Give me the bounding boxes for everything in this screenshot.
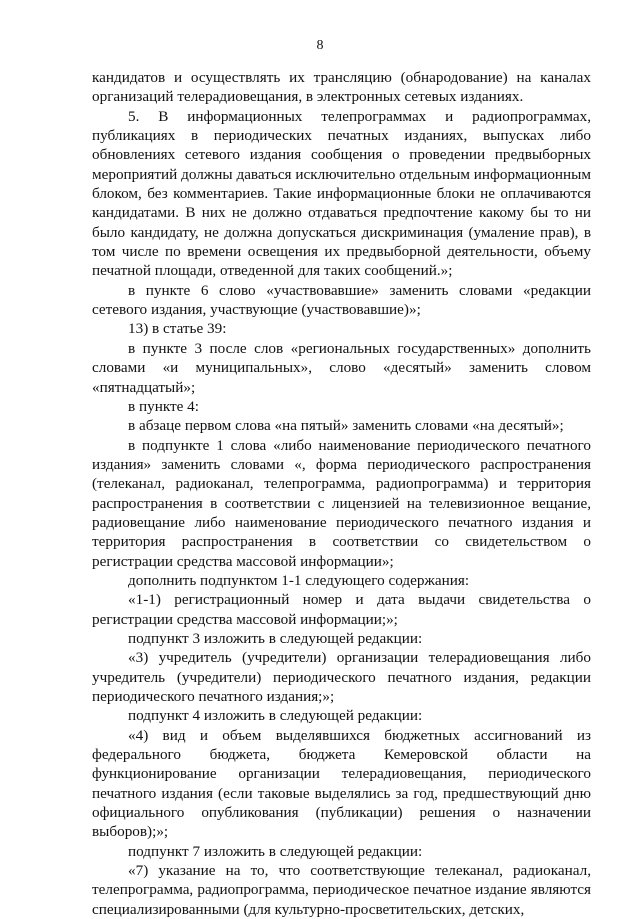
- paragraph: 13) в статье 39:: [128, 320, 227, 338]
- paragraph: в абзаце первом слова «на пятый» заменить словами «на десятый»;: [128, 417, 564, 435]
- paragraph: «1-1) регистрационный номер и дата выдачи свидетельства о регистрации средства массовой информации;»;: [92, 591, 591, 628]
- paragraph: подпункт 3 изложить в следующей редакции:: [128, 629, 423, 647]
- paragraph: «7) указание на то, что соответствующие телеканал, радиоканал, телепрограмма, радиопрограмма, периодическое печатное издание являются специализированными (для культурно-просветительских, детских,: [92, 862, 591, 918]
- paragraph: подпункт 7 изложить в следующей редакции:: [128, 842, 423, 860]
- paragraph: 5. В информационных телепрограммах и радиопрограммах, публикациях в периодических печатных изданиях, выпусках либо обновлениях сетевого издания сообщения о проведении предвыборных мероприятий должны даваться исключительно отдельным информационным блоком, без комментариев. Такие информационные блоки не оплачиваются кандидатами. В них не должно отдаваться предпочтение какому бы то ни было кандидату, не должна допускаться дискриминация (умаление прав), в том числе по времени освещения их предвыборной деятельности, объему печатной площади, отведенной для таких сообщений.»;: [92, 107, 591, 280]
- paragraph: в пункте 4:: [128, 397, 199, 415]
- paragraph: дополнить подпунктом 1-1 следующего содержания:: [128, 571, 470, 589]
- paragraph: «3) учредитель (учредители) организации телерадиовещания либо учредитель (учредители) периодического печатного издания, редакции периодического печатного издания;»;: [92, 649, 591, 705]
- paragraph: в пункте 6 слово «участвовавшие» заменить словами «редакции сетевого издания, участвующие (участвовавшие)»;: [92, 281, 591, 319]
- paragraph: в пункте 3 после слов «региональных государственных» дополнить словами «и муниципальных», слово «десятый» заменить словом «пятнадцатый»;: [92, 339, 591, 396]
- paragraph: «4) вид и объем выделявшихся бюджетных ассигнований из федерального бюджета, бюджета Кемеровской области на функционирование организации телерадиовещания, периодического печатного издания (если таковые выделялись за год, предшествующий дню официального опубликования (публикации) решения о назначении выборов);»;: [92, 726, 591, 841]
- document-body: [92, 68, 591, 919]
- paragraph: в подпункте 1 слова «либо наименование периодического печатного издания» заменить словами «, форма периодического распространения (телеканал, радиоканал, телепрограмма, радиопрограмма) и территория распространения в соответствии с лицензией на телевизионное вещание, радиовещание либо наименование периодического печатного издания и территория распространения в соответствии со свидетельством о регистрации средства массовой информации»;: [92, 436, 591, 570]
- paragraph: подпункт 4 изложить в следующей редакции:: [128, 707, 423, 725]
- page-number: 8: [316, 38, 324, 53]
- paragraph: кандидатов и осуществлять их трансляцию (обнародование) на каналах организаций телерадиовещания, в электронных сетевых изданиях.: [92, 69, 591, 106]
